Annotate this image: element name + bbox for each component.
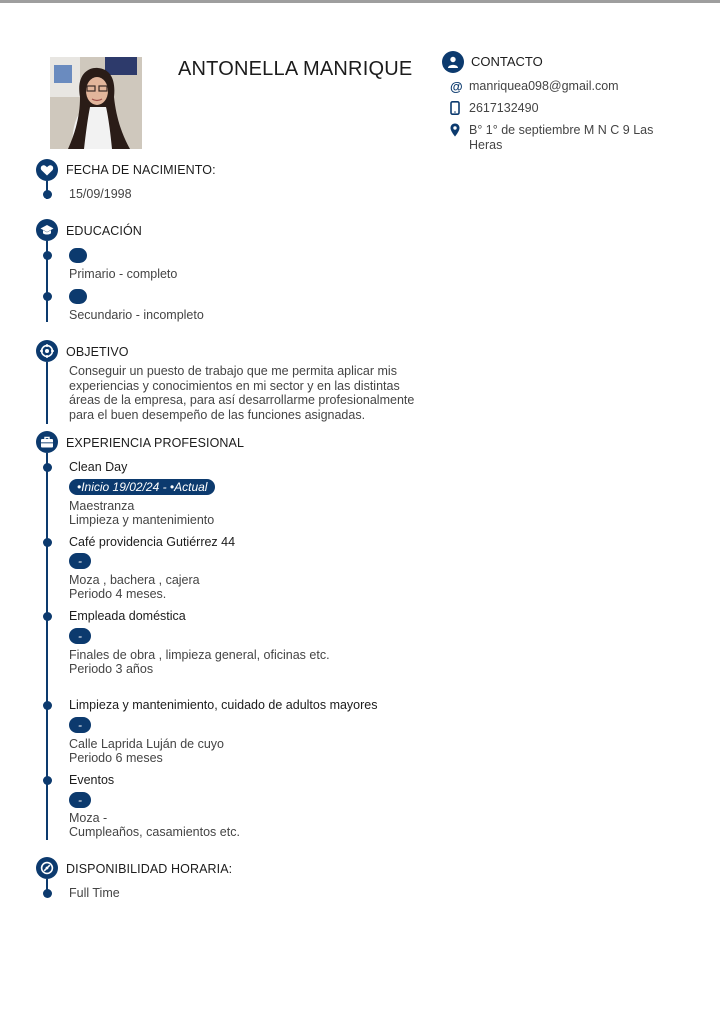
job-company: Empleada doméstica [69,609,186,623]
heart-icon [36,159,58,181]
objective-line: experiencias y conocimientos en mi sector y en las distintas [69,378,400,393]
availability-value: Full Time [69,886,120,900]
experience-title: EXPERIENCIA PROFESIONAL [66,436,245,450]
candidate-name: ANTONELLA MANRIQUE [178,58,413,80]
clock-link-icon [36,857,58,879]
contact-header [442,51,702,73]
job-period-badge: •Inicio 19/02/24 - •Actual [69,479,215,495]
timeline-dot [43,190,52,199]
timeline-dot [43,538,52,547]
timeline-dot [43,292,52,301]
job-line: Finales de obra , limpieza general, oficinas etc. [69,648,330,662]
contact-email[interactable]: manriquea098@gmail.com [469,79,619,93]
timeline-dot [43,889,52,898]
timeline-dot [43,463,52,472]
education-title: EDUCACIÓN [66,224,142,238]
job-line: Periodo 6 meses [69,751,163,765]
person-icon [442,51,464,73]
birth-date: 15/09/1998 [69,187,132,201]
timeline-dot [43,612,52,621]
objective-title: OBJETIVO [66,345,129,359]
contact-title: CONTACTO [471,54,543,69]
job-period-badge: - [69,717,91,733]
job-line: Cumpleaños, casamientos etc. [69,825,240,839]
job-company: Limpieza y mantenimiento, cuidado de adultos mayores [69,698,378,712]
at-icon: @ [450,79,463,94]
graduation-cap-icon [36,219,58,241]
availability-title: DISPONIBILIDAD HORARIA: [66,862,233,876]
timeline-dot [43,251,52,260]
objective-line: para el buen desempeño de las funciones asignadas. [69,407,366,422]
job-line: Periodo 3 años [69,662,154,676]
top-rule [0,0,720,3]
contact-section [442,51,702,153]
job-line: Maestranza [69,499,135,513]
briefcase-icon [36,431,58,453]
education-badge [69,289,87,304]
education-badge [69,248,87,263]
contact-address-row [442,123,702,153]
job-line: Periodo 4 meses. [69,587,167,601]
job-line: Limpieza y mantenimiento [69,513,215,527]
job-period-badge: - [69,792,91,808]
birth-title: FECHA DE NACIMIENTO: [66,163,216,177]
contact-address-line1: B° 1° de septiembre M N C 9 Las [469,123,654,137]
objective-line: Conseguir un puesto de trabajo que me permita aplicar mis [69,364,397,378]
education-item: Secundario - incompleto [69,308,204,322]
job-line: Moza , bachera , cajera [69,573,200,587]
contact-phone[interactable]: 2617132490 [469,101,539,115]
job-company: Clean Day [69,460,128,474]
timeline-dot [43,701,52,710]
profile-photo [50,57,142,149]
timeline-line [46,362,48,424]
job-period-badge: - [69,553,91,569]
location-pin-icon [450,123,464,138]
contact-email-row [442,79,702,94]
phone-icon [450,101,464,116]
job-line: Moza - [69,811,108,825]
objective-line: áreas de la empresa, para así desarrollarme profesionalmente [69,393,415,407]
contact-phone-row [442,101,702,116]
education-item: Primario - completo [69,267,178,281]
job-company: Eventos [69,773,115,787]
job-company: Café providencia Gutiérrez 44 [69,535,236,549]
job-line: Calle Laprida Luján de cuyo [69,737,224,751]
target-icon [36,340,58,362]
timeline-dot [43,776,52,785]
job-period-badge: - [69,628,91,644]
contact-address-line2: Heras [469,138,503,152]
